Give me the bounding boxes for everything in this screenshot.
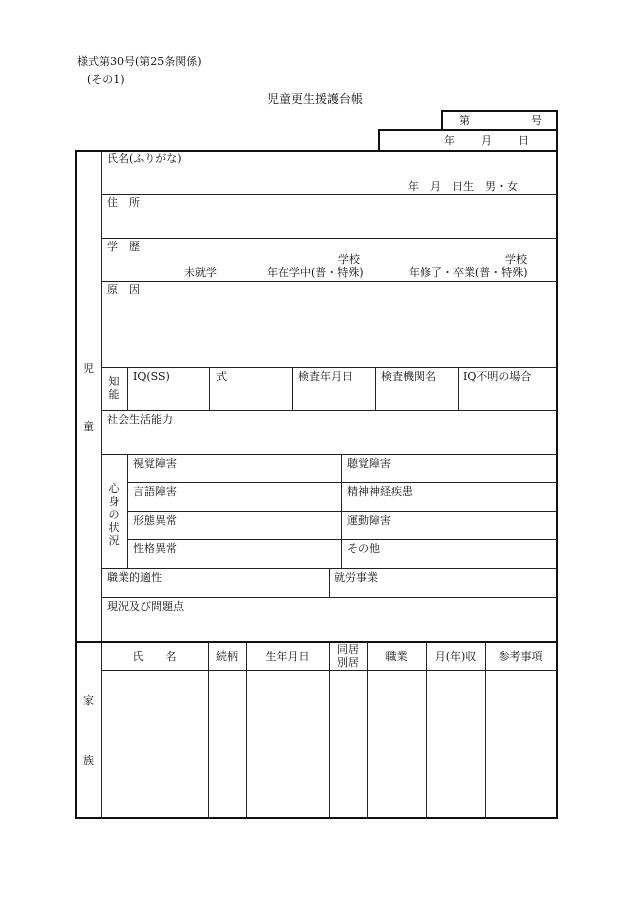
test-type-col: 式 bbox=[216, 370, 227, 383]
completed-label: 年修了・卒業(普・特殊) bbox=[409, 266, 528, 279]
test-agency-col: 検査機関名 bbox=[381, 370, 436, 383]
motor-impairment: 運動障害 bbox=[347, 514, 391, 527]
iq-unknown-col: IQ不明の場合 bbox=[463, 370, 532, 383]
address-label: 住 所 bbox=[107, 196, 140, 209]
family-col-relation: 続柄 bbox=[216, 650, 238, 663]
employment-label: 就労事業 bbox=[334, 571, 378, 584]
family-col-notes: 参考事項 bbox=[498, 650, 543, 663]
visual-impairment: 視覚障害 bbox=[133, 457, 177, 470]
family-col-birthdate: 生年月日 bbox=[265, 650, 310, 663]
intelligence-label: 知能 bbox=[108, 375, 120, 401]
number-suffix: 号 bbox=[531, 114, 542, 127]
iq-col: IQ(SS) bbox=[133, 370, 170, 383]
family-col-income: 月(年)収 bbox=[434, 650, 477, 663]
family-col-occupation: 職業 bbox=[385, 650, 408, 663]
family-section-char-2: 族 bbox=[83, 754, 94, 767]
social-ability-label: 社会生活能力 bbox=[107, 413, 173, 426]
family-col-cohabit: 同居 別居 bbox=[337, 643, 359, 669]
name-label: 氏名(ふりがな) bbox=[107, 152, 182, 165]
speech-impairment: 言語障害 bbox=[133, 485, 177, 498]
current-status-label: 現況及び問題点 bbox=[107, 600, 184, 613]
child-section-char-1: 児 bbox=[83, 362, 94, 375]
other-condition: その他 bbox=[347, 542, 380, 555]
child-section-char-2: 童 bbox=[83, 420, 94, 433]
school-word-2: 学校 bbox=[505, 253, 527, 266]
birth-sex-label: 年 月 日生 男・女 bbox=[408, 180, 518, 193]
hearing-impairment: 聴覚障害 bbox=[347, 457, 391, 470]
education-label: 学 歴 bbox=[107, 240, 140, 253]
cause-label: 原 因 bbox=[107, 283, 140, 296]
vocational-aptitude-label: 職業的適性 bbox=[107, 571, 162, 584]
personality-abnormality: 性格異常 bbox=[133, 542, 177, 555]
enrolled-label: 年在学中(普・特殊) bbox=[267, 266, 364, 279]
date-day: 日 bbox=[518, 134, 529, 147]
page-title: 児童更生援護台帳 bbox=[266, 92, 363, 106]
date-year: 年 bbox=[444, 134, 455, 147]
form-sub-number: (その1) bbox=[87, 73, 125, 86]
family-col-name: 氏 名 bbox=[132, 650, 177, 663]
test-date-col: 検査年月日 bbox=[298, 370, 353, 383]
number-prefix: 第 bbox=[459, 114, 470, 127]
mind-body-label: 心身の状況 bbox=[108, 482, 120, 547]
family-section-char-1: 家 bbox=[83, 694, 94, 707]
school-word-1: 学校 bbox=[338, 253, 360, 266]
form-abnormality: 形態異常 bbox=[133, 514, 177, 527]
date-month: 月 bbox=[481, 134, 492, 147]
unenrolled-label: 未就学 bbox=[184, 266, 217, 279]
form-number: 様式第30号(第25条関係) bbox=[77, 55, 202, 68]
neuro-psychiatric: 精神神経疾患 bbox=[347, 485, 413, 498]
